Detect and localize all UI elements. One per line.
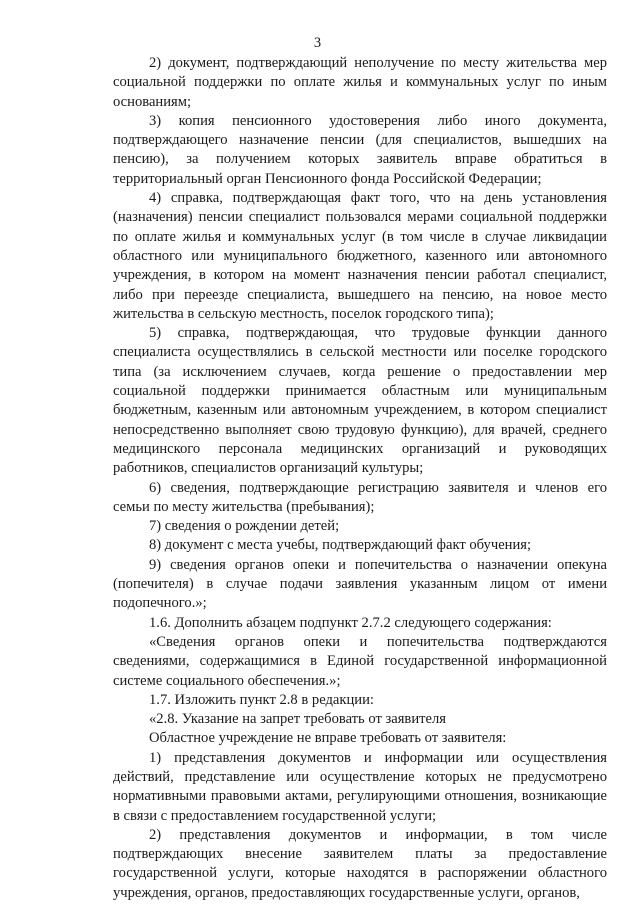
paragraph-prohibition-2: 2) представления документов и информации, в том числе подтверждающих внесение заявителем платы за предоставление государственной услуги, которые находятся в распоряжении областного учреждения, органов, предоставляющих государственные услуги, органов, [113,826,607,901]
paragraph-item-8: 8) документ с места учебы, подтверждающий факт обучения; [149,537,532,554]
paragraph-prohibition-intro: Областное учреждение не вправе требовать от заявителя: [149,730,507,747]
paragraph-item-3: 3) копия пенсионного удостоверения либо иного документа, подтверждающего назначение пенсии (для специалистов, вышедших на пенсию), за получением которых заявитель вправе обратиться в территориальный орган Пенсионного фонда Российской Федерации; [113,112,607,187]
paragraph-item-9: 9) сведения органов опеки и попечительства о назначении опекуна (попечителя) в случае подачи заявления указанным лицом от имени подопечного.»; [113,556,607,612]
paragraph-item-2: 2) документ, подтверждающий неполучение по месту жительства мер социальной поддержки по оплате жилья и коммунальных услуг по иным основаниям; [113,55,607,110]
page-number: 3 [313,35,322,51]
paragraph-quote-opeka: «Сведения органов опеки и попечительства подтверждаются сведениями, содержащимися в Единой государственной информационной системе социального обеспечения.»; [113,633,607,689]
paragraph-section-1-6: 1.6. Дополнить абзацем подпункт 2.7.2 следующего содержания: [149,614,552,631]
paragraph-item-5: 5) справка, подтверждающая, что трудовые функции данного специалиста осуществлялись в сельской местности или поселке городского типа (за исключением случаев, когда решение о предоставлении мер социальной поддержки принимается областным или муниципальным бюджетным, казенным или автономным учреждением, в котором специалист непосредственно выполняет свою трудовую функцию), для врачей, среднего медицинского персонала медицинских организаций и руководящих работников, специалистов организаций культуры; [113,325,607,477]
paragraph-item-6: 6) сведения, подтверждающие регистрацию заявителя и членов его семьи по месту жительства (пребывания); [113,479,607,515]
paragraph-item-7: 7) сведения о рождении детей; [149,518,340,535]
paragraph-section-2-8-heading: «2.8. Указание на запрет требовать от заявителя [149,711,446,728]
paragraph-section-1-7: 1.7. Изложить пункт 2.8 в редакции: [149,691,374,708]
document-body [113,54,607,903]
paragraph-prohibition-1: 1) представления документов и информации или осуществления действий, представление или осуществление которых не предусмотрено нормативными правовыми актами, регулирующими отношения, возникающие в связи с предоставлением государственной услуги; [113,749,607,824]
paragraph-item-4: 4) справка, подтверждающая факт того, что на день установления (назначения) пенсии специалист пользовался мерами социальной поддержки по оплате жилья и коммунальных услуг (в том числе в случае ликвидации областного или муниципального бюджетного, казенного или автономного учреждения, в котором на момент назначения пенсии работал специалист, либо при переезде специалиста, вышедшего на пенсию, на новое место жительства в сельскую местность, поселок городского типа); [113,190,607,322]
